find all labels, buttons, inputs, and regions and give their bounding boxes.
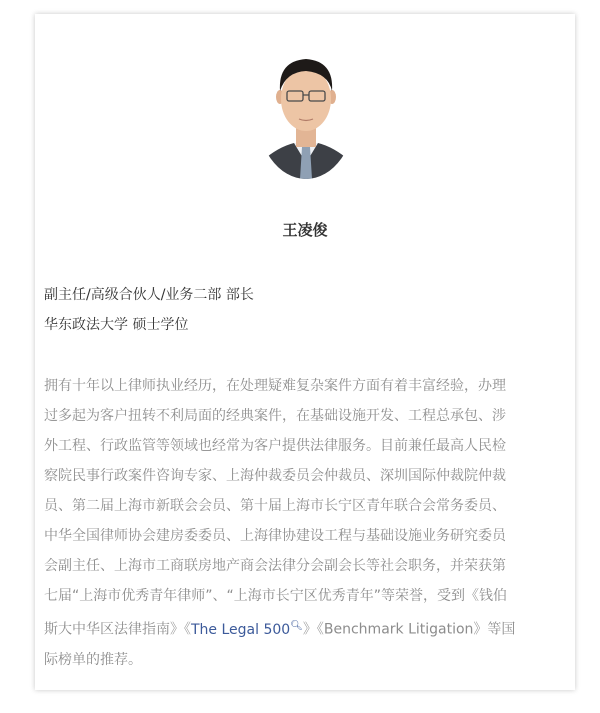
profile-photo [256,39,356,179]
bio-text: 斯大中华区法律指南》《 [44,621,191,638]
search-icon: 🔍︎ [290,620,303,631]
bio-line [44,611,566,645]
bio-line: 中华全国律师协会建房委委员、上海律协建设工程与基础设施业务研究委员 [44,528,506,544]
bio-line: 过多起为客户扭转不利局面的经典案件，在基础设施开发、工程总承包、涉 [44,408,506,424]
bio-line: 七届“上海市优秀青年律师”、“上海市长宁区优秀青年”等荣誉，受到《钱伯 [44,588,508,604]
bio-text: 》《Benchmark Litigation》等国 [302,621,516,638]
bio-line: 际榜单的推荐。 [44,651,142,668]
bio-line: 员、第二届上海市新联会会员、第十届上海市长宁区青年联合会常务委员、 [44,498,506,514]
lawyer-education: 华东政法大学 硕士学位 [44,317,189,333]
lawyer-bio [44,371,566,675]
bio-line: 察院民事行政案件咨询专家、上海仲裁委员会仲裁员、深圳国际仲裁院仲裁 [44,468,506,484]
lawyer-name: 王凌俊 [282,221,328,239]
legal500-link[interactable] [191,622,303,638]
legal500-link-label: The Legal 500 [191,621,291,638]
bio-line: 拥有十年以上律师执业经历，在处理疑难复杂案件方面有着丰富经验，办理 [44,378,506,394]
profile-card [35,14,575,690]
bio-line: 外工程、行政监管等领域也经常为客户提供法律服务。目前兼任最高人民检 [44,438,506,454]
bio-line: 会副主任、上海市工商联房地产商会法律分会副会长等社会职务，并荣获第 [44,558,506,574]
lawyer-title: 副主任/高级合伙人/业务二部 部长 [44,287,254,303]
